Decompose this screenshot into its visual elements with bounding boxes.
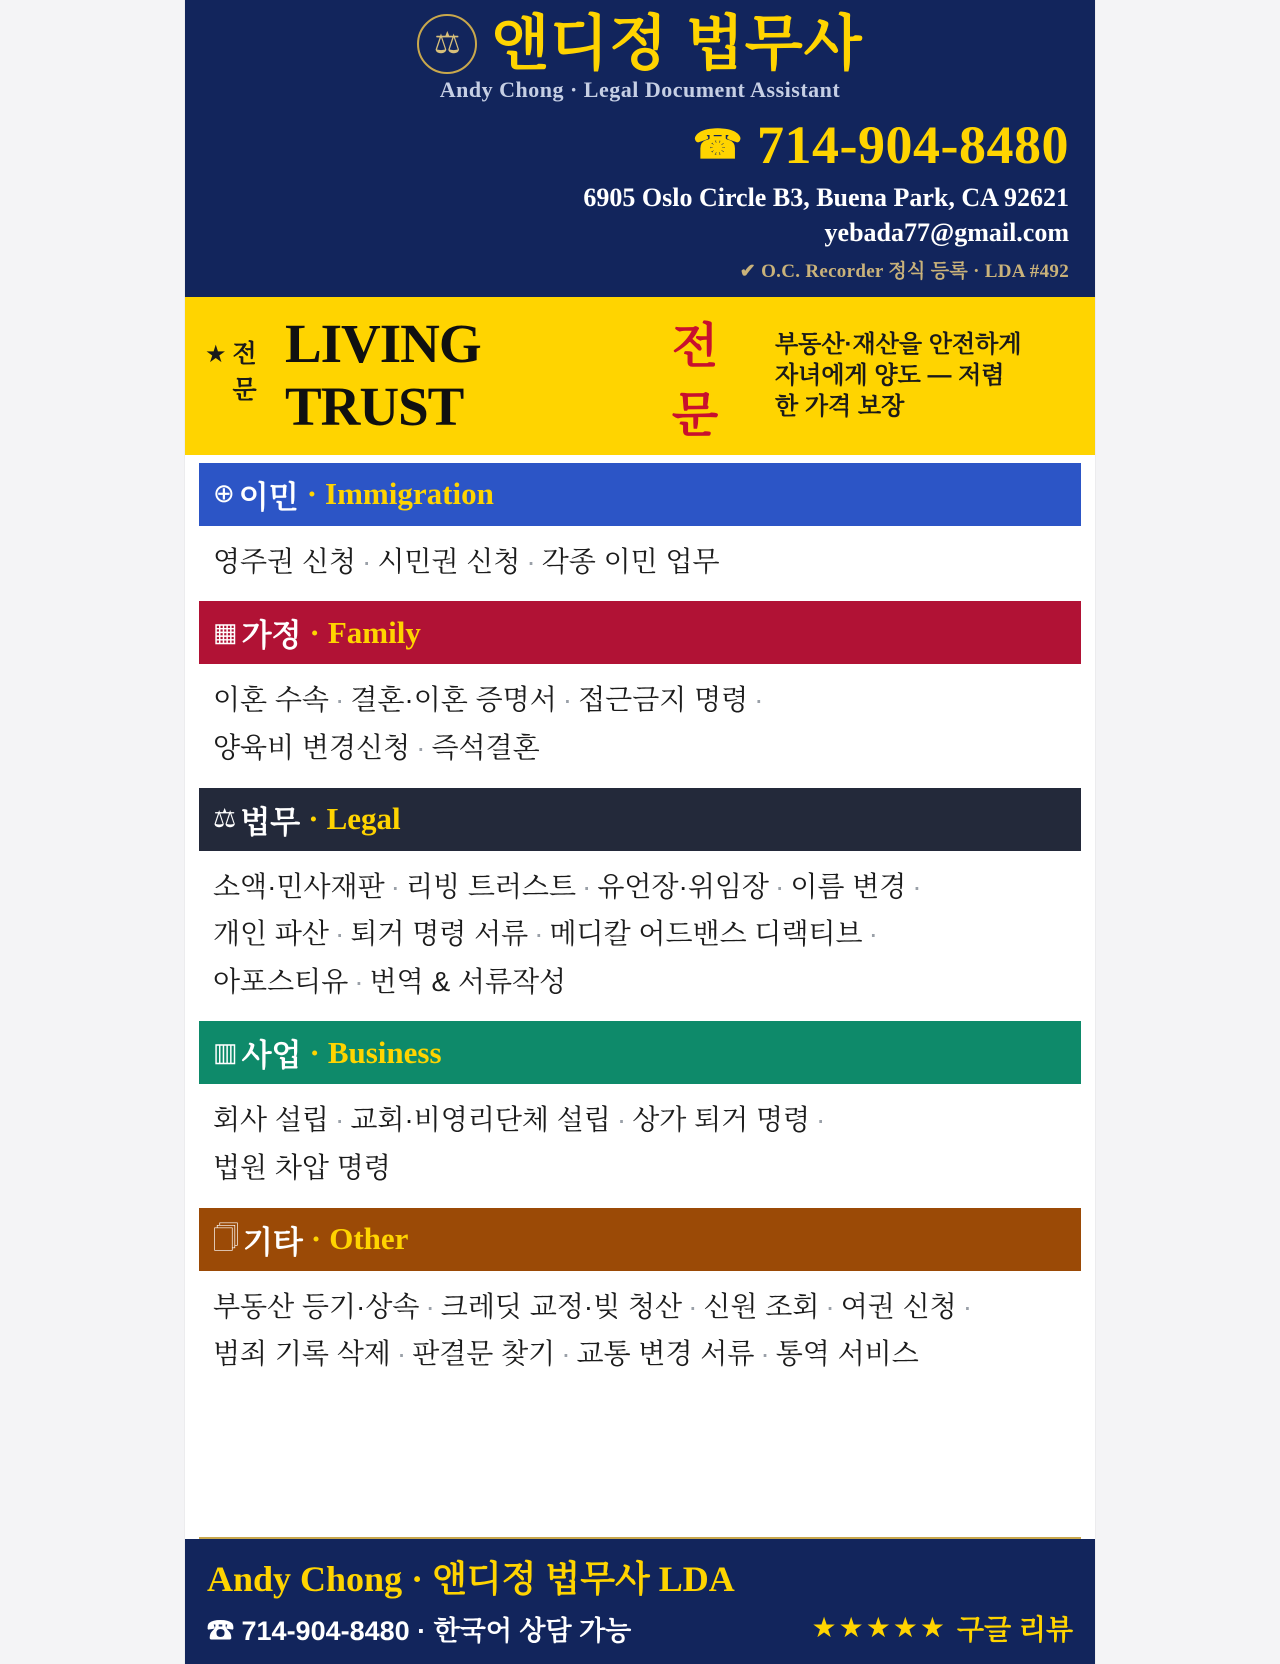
section-immigration	[199, 463, 1081, 596]
service-item: 교통 변경 서류	[576, 1338, 755, 1370]
item-separator: ·	[334, 1104, 345, 1136]
star-icon: ★	[205, 341, 227, 368]
item-separator: ·	[561, 1338, 571, 1370]
item-separator: ·	[416, 732, 426, 764]
section-title-en-other: Other	[329, 1221, 409, 1257]
service-item: 개인 파산	[213, 918, 329, 950]
service-line	[213, 724, 1067, 772]
service-item: 통역 서비스	[775, 1338, 919, 1370]
section-title-kr-family: 가정	[241, 618, 302, 654]
section-body-business	[199, 1084, 1081, 1201]
service-item: 상가 퇴거 명령	[632, 1104, 811, 1136]
section-title-kr-immigration: 이민	[238, 479, 299, 515]
registration-note: ✔ O.C. Recorder 정식 등록 · LDA #492	[739, 260, 1069, 282]
section-business	[199, 1021, 1081, 1201]
phone-row[interactable]	[211, 117, 1069, 174]
service-item: 범죄 기록 삭제	[213, 1338, 391, 1370]
banner-kr-small: 전문	[232, 339, 257, 404]
service-item: 아포스티유	[213, 965, 349, 997]
email[interactable]: yebada77@gmail.com	[824, 217, 1069, 247]
item-separator: ·	[760, 1338, 770, 1370]
item-separator: ·	[868, 918, 878, 950]
item-separator: ·	[616, 1104, 627, 1136]
phone-number[interactable]: 714-904-8480	[757, 115, 1069, 175]
banner-headline	[205, 307, 761, 445]
section-title-separator-business: ·	[309, 1034, 320, 1070]
banner-main-text: LIVING TRUST	[284, 312, 481, 437]
service-item: 유언장·위임장	[597, 870, 769, 902]
footer-contact[interactable]	[207, 1609, 631, 1648]
banner-note	[775, 329, 1075, 423]
telephone-icon: ☎	[207, 1615, 234, 1646]
item-separator: ·	[562, 684, 573, 716]
banner-note-line-2: 자녀에게 양도 — 저렴	[775, 362, 1005, 390]
item-separator: ·	[754, 684, 764, 716]
scales-of-justice-icon: ⚖	[417, 14, 477, 74]
globe-icon: ⊕	[213, 479, 235, 509]
header	[185, 0, 1095, 297]
item-separator: ·	[825, 1290, 835, 1322]
footer-row	[207, 1608, 1073, 1648]
service-line	[213, 1096, 1067, 1144]
banner-accent-text: 전문	[671, 319, 719, 442]
item-separator: ·	[582, 870, 592, 902]
section-title-en-immigration: Immigration	[325, 476, 494, 512]
banner-note-line-3: 한 가격 보장	[775, 393, 905, 421]
service-line	[213, 958, 1067, 1006]
service-line	[213, 910, 1067, 958]
section-title-separator-legal: ·	[308, 801, 319, 837]
service-item: 즉석결혼	[431, 732, 540, 764]
service-sections	[185, 455, 1095, 1531]
review-badge	[812, 1608, 1074, 1648]
section-header-immigration	[199, 463, 1081, 526]
service-item: 영주권 신청	[213, 545, 357, 577]
banner-note-line-1: 부동산·재산을 안전하게	[775, 331, 1022, 359]
item-separator: ·	[688, 1290, 698, 1322]
item-separator: ·	[774, 870, 785, 902]
service-item: 번역 & 서류작성	[369, 965, 567, 997]
brand-subtitle: Andy Chong · Legal Document Assistant	[439, 77, 841, 102]
section-title-en-legal: Legal	[326, 801, 401, 837]
brand-row	[211, 8, 1069, 75]
section-header-legal	[199, 788, 1081, 851]
service-item: 여권 신청	[840, 1290, 957, 1322]
section-family	[199, 601, 1081, 781]
item-separator: ·	[334, 918, 345, 950]
item-separator: ·	[425, 1290, 435, 1322]
home-icon: ▦	[213, 617, 238, 647]
footer-contact-text[interactable]: 714-904-8480 · 한국어 상담 가능	[241, 1615, 632, 1646]
section-header-business	[199, 1021, 1081, 1084]
service-item: 접근금지 명령	[578, 684, 749, 716]
service-item: 각종 이민 업무	[541, 545, 720, 577]
telephone-icon: ☎	[692, 122, 744, 168]
service-item: 회사 설립	[213, 1104, 329, 1136]
footer	[185, 1539, 1095, 1664]
service-line	[213, 676, 1067, 724]
service-item: 교회·비영리단체 설립	[350, 1104, 611, 1136]
item-separator: ·	[816, 1104, 826, 1136]
footer-title: Andy Chong · 앤디정 법무사 LDA	[207, 1559, 735, 1599]
service-item: 시민권 신청	[377, 545, 521, 577]
section-body-other	[199, 1271, 1081, 1388]
star-rating-icon: ★★★★★	[811, 1613, 948, 1644]
item-separator: ·	[534, 918, 544, 950]
section-body-legal	[199, 851, 1081, 1016]
section-header-family	[199, 601, 1081, 664]
service-item: 이름 변경	[790, 870, 907, 902]
section-title-kr-other: 기타	[242, 1224, 303, 1260]
section-title-en-business: Business	[327, 1034, 442, 1070]
item-separator: ·	[962, 1290, 973, 1322]
service-line	[213, 1330, 1067, 1378]
item-separator: ·	[354, 965, 364, 997]
item-separator: ·	[334, 684, 345, 716]
section-header-other	[199, 1208, 1081, 1271]
section-title-kr-legal: 법무	[240, 804, 301, 840]
section-title-separator-family: ·	[309, 614, 320, 650]
service-line	[213, 1144, 1067, 1192]
brand-name: 앤디정 법무사	[491, 10, 863, 77]
address: 6905 Oslo Circle B3, Buena Park, CA 92621	[583, 182, 1069, 212]
service-item: 양육비 변경신청	[213, 732, 411, 764]
service-line	[213, 863, 1067, 911]
section-other	[199, 1208, 1081, 1388]
item-separator: ·	[396, 1338, 407, 1370]
service-item: 판결문 찾기	[412, 1338, 556, 1370]
service-line	[213, 1283, 1067, 1331]
service-item: 퇴거 명령 서류	[350, 918, 529, 950]
service-item: 메디칼 어드밴스 디랙티브	[549, 918, 863, 950]
service-item: 리빙 트러스트	[405, 870, 577, 902]
clipboard-icon: 🗍	[213, 1224, 239, 1254]
service-item: 신원 조회	[703, 1290, 820, 1322]
service-item: 결혼·이혼 증명서	[350, 684, 557, 716]
service-item: 소액·민사재판	[213, 870, 385, 902]
section-title-separator-other: ·	[310, 1221, 322, 1257]
living-trust-banner	[185, 297, 1095, 455]
service-item: 이혼 수속	[213, 684, 329, 716]
item-separator: ·	[390, 870, 400, 902]
service-item: 크레딧 교정·빚 청산	[440, 1290, 683, 1322]
review-label: 구글 리뷰	[957, 1614, 1073, 1645]
scales-icon: ⚖	[213, 804, 237, 834]
section-body-immigration	[199, 526, 1081, 596]
item-separator: ·	[526, 545, 536, 577]
section-body-family	[199, 664, 1081, 781]
section-legal	[199, 788, 1081, 1016]
section-title-separator-immigration: ·	[306, 476, 318, 512]
section-title-en-family: Family	[327, 614, 421, 650]
service-item: 부동산 등기·상속	[213, 1290, 420, 1322]
item-separator: ·	[912, 870, 922, 902]
section-title-kr-business: 사업	[241, 1038, 302, 1074]
flyer-page	[185, 0, 1095, 1664]
service-line	[213, 538, 1067, 586]
service-item: 법원 차압 명령	[213, 1152, 391, 1184]
building-icon: ▥	[213, 1037, 238, 1067]
item-separator: ·	[362, 545, 372, 577]
